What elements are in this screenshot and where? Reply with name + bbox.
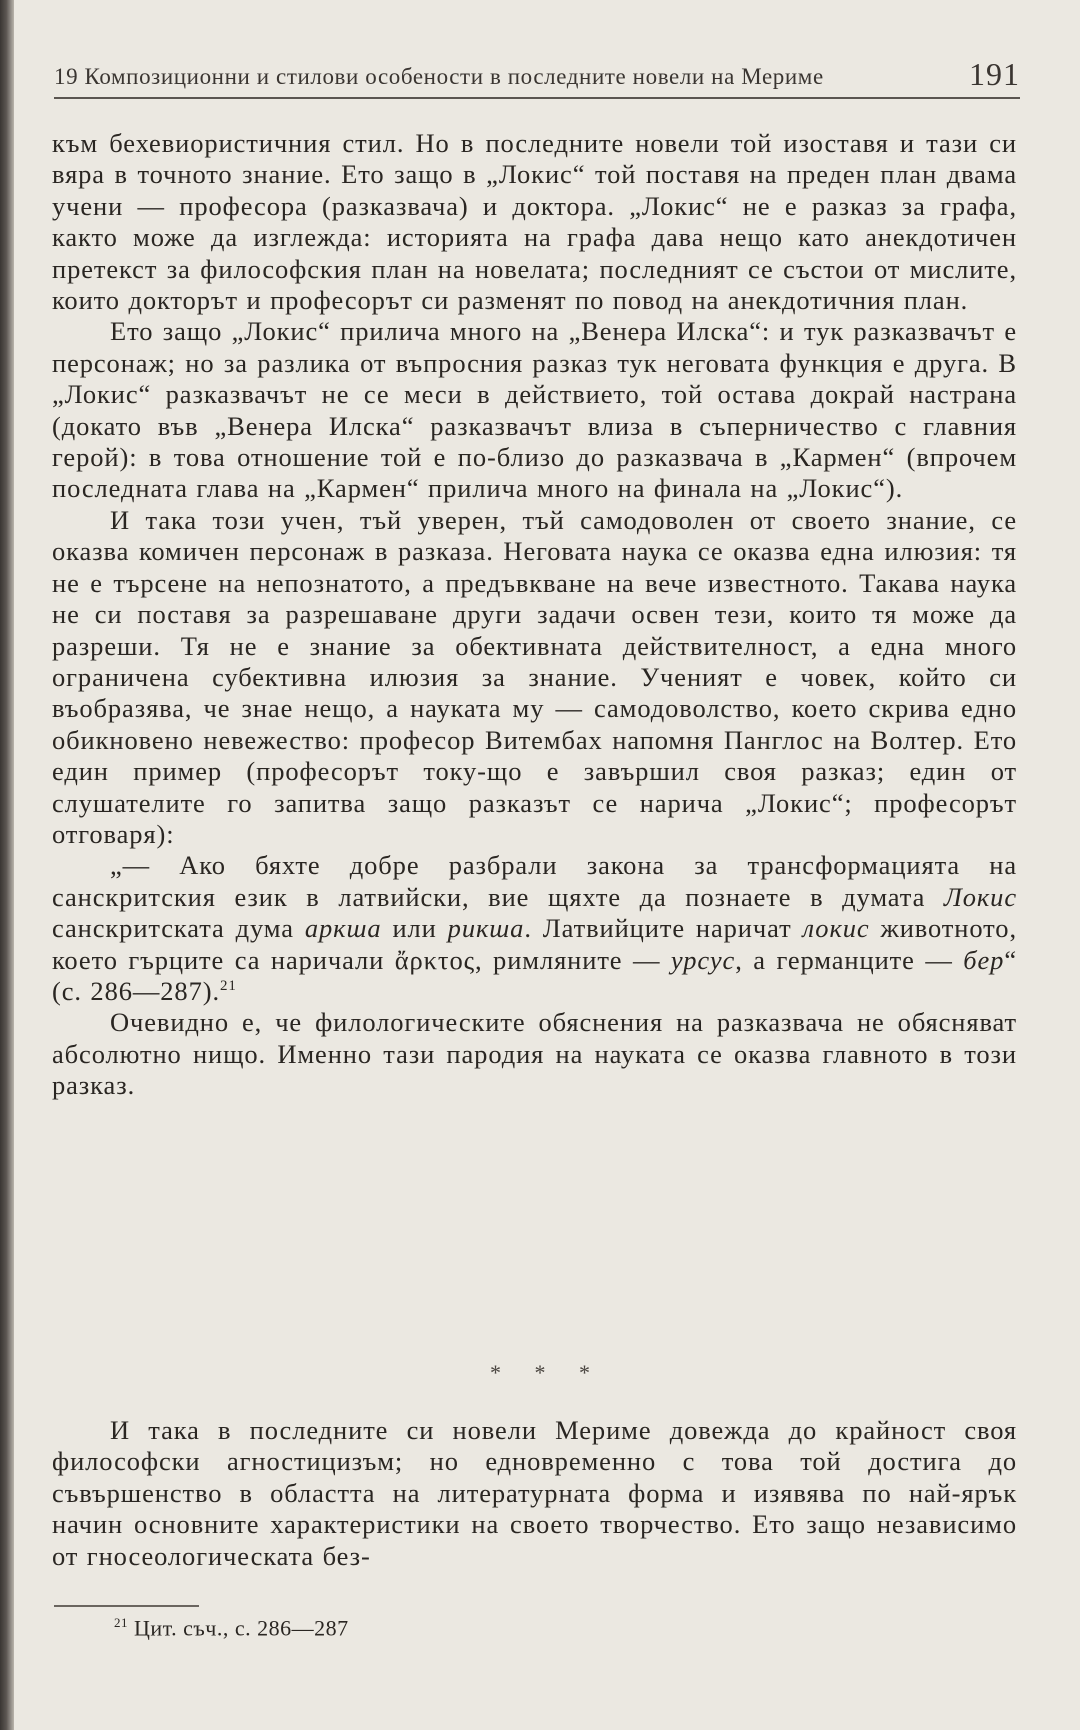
footnote (114, 1615, 814, 1641)
running-title: 19 Композиционни и стилови особености в последните новели на Мериме (54, 64, 824, 89)
section-break: * * * (490, 1360, 604, 1385)
italic-word: бер (963, 944, 1005, 975)
footnote-rule (54, 1605, 199, 1607)
footnote-marker: 21 (114, 1615, 128, 1630)
text-run: санскритската дума (52, 913, 305, 944)
closing-text (52, 1415, 1017, 1572)
italic-word: урсус (670, 944, 736, 975)
body-text (52, 128, 1017, 1102)
text-run: . Латвийците наричат (524, 913, 803, 944)
footnote-text: Цит. съч., с. 286—287 (134, 1615, 349, 1641)
book-page (14, 0, 1080, 1730)
paragraph (52, 1007, 1017, 1101)
italic-word: рикша (447, 913, 525, 944)
text-run: , а германците — (735, 944, 964, 975)
italic-word: локис (802, 913, 870, 944)
page-number: 191 (969, 56, 1020, 92)
footnote-reference: 21 (220, 978, 237, 995)
text-run: Очевидно е, че филологическите обяснения на разказвача не обясняват абсолютно нищо. Именно тази пародия на науката се оказва главното в този разказ. (52, 1007, 1017, 1101)
text-run: “ (с. 286—287). (52, 944, 1017, 1006)
header-rule (54, 97, 1020, 99)
page-header (54, 50, 1020, 90)
paragraph (52, 850, 1017, 1007)
text-run: Ето защо „Локис“ прилича много на „Венера Илска“: и тук разказвачът е персонаж; но за разлика от въпросния разказ тук неговата функция е друга. В „Локис“ разказвачът не се меси в действието, той остава докрай настрана (докато във „Венера Илска“ разказвачът влиза в съперничество с главния герой): в това отношение той е по-близо до разказвача в „Кармен“ (впрочем последната глава на „Кармен“ прилича много на финала на „Локис“). (52, 316, 1017, 504)
paragraph (52, 128, 1017, 316)
text-run: „— Ако бяхте добре разбрали закона за трансформацията на санскритския език в латвийски, вие щяхте да познаете в думата (52, 850, 1017, 912)
book-binding-edge (0, 0, 14, 1730)
paragraph (52, 505, 1017, 850)
text-run: животното, което гърците са наричали ἄρκτος, римляните — (52, 913, 1017, 975)
italic-word: аркша (304, 913, 382, 944)
paragraph: И така в последните си новели Мериме довежда до крайност своя философски агностицизъм; но едновременно с това той достига до съвършенство в областта на литературната форма и изявява по най-ярък начин основните характеристики на своето творчество. Ето защо независимо от гносеологическата без- (52, 1415, 1017, 1571)
text-run: или (381, 913, 448, 944)
italic-word: Локис (943, 881, 1017, 912)
paragraph (52, 316, 1017, 504)
text-run: И така този учен, тъй уверен, тъй самодоволен от своето знание, се оказва комичен персонаж в разказа. Неговата наука се оказва една илюзия: тя не е търсене на непознатото, а предъвкване на вече известното. Такава наука не си поставя за разрешаване други задачи освен тези, които тя може да разреши. Тя не е знание за обективната действителност, а една много ограничена субективна илюзия за знание. Ученият е човек, който си въобразява, че знае нещо, а науката му — самодоволство, което скрива едно обикновено невежество: професор Витембах напомня Панглос на Волтер. Ето един пример (професорът току-що е завършил своя разказ; един от слушателите го запитва защо разказът се нарича „Локис“; професорът отговаря): (52, 504, 1017, 849)
text-run: към бехевиористичния стил. Но в последните новели той изоставя и тази си вяра в точното знание. Ето защо в „Локис“ той поставя на преден план двама учени — професора (разказвача) и доктора. „Локис“ не е разказ за графа, както може да изглежда: историята на графа дава нещо като анекдотичен претекст за философския план на новелата; последният се състои от мислите, които докторът и професорът си разменят по повод на анекдотичния план. (52, 128, 1017, 316)
